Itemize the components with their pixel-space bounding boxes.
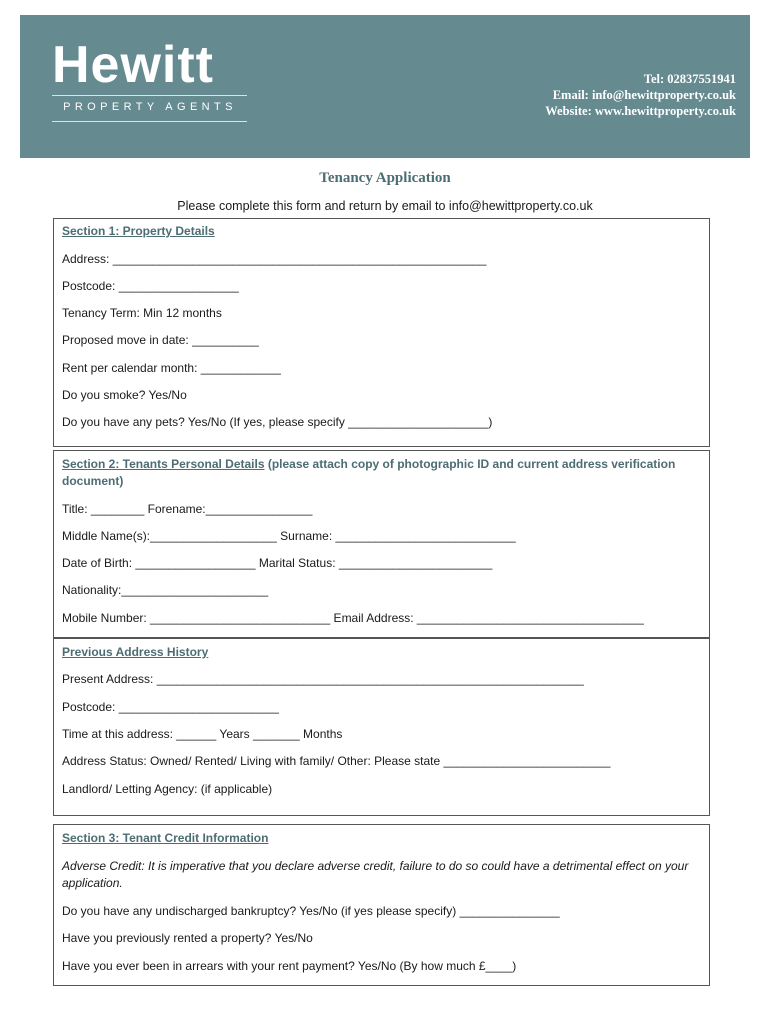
move-in-date-field[interactable]: Proposed move in date: __________	[62, 333, 259, 347]
previously-rented-question[interactable]: Have you previously rented a property? Yes/No	[62, 931, 313, 945]
contact-block	[545, 71, 736, 119]
landlord-agency-field[interactable]: Landlord/ Letting Agency: (if applicable)	[62, 782, 273, 796]
dob-marital-field[interactable]: Date of Birth: __________________ Marital Status: _______________________	[62, 556, 493, 570]
previous-postcode-field[interactable]: Postcode: ________________________	[62, 700, 279, 714]
address-field[interactable]: Address: ________________________________________________________	[62, 252, 487, 266]
section-1-title: Section 1: Property Details	[62, 224, 215, 238]
document-title: Tenancy Application	[319, 170, 451, 186]
logo-rule-top	[52, 95, 247, 96]
address-status-field[interactable]: Address Status: Owned/ Rented/ Living with family/ Other: Please state _________________________	[62, 754, 611, 768]
postcode-field[interactable]: Postcode: __________________	[62, 279, 239, 293]
intro-text: Please complete this form and return by email to info@hewittproperty.co.uk	[177, 199, 593, 213]
contact-website: Website: www.hewittproperty.co.uk	[545, 104, 736, 118]
contact-tel: Tel: 02837551941	[643, 72, 736, 86]
bankruptcy-question[interactable]: Do you have any undischarged bankruptcy? Yes/No (if yes please specify) _______________	[62, 904, 560, 918]
logo-subtitle: PROPERTY AGENTS	[63, 101, 237, 113]
rent-field[interactable]: Rent per calendar month: ____________	[62, 361, 281, 375]
time-at-address-field[interactable]: Time at this address: ______ Years _______ Months	[62, 727, 343, 741]
smoke-question[interactable]: Do you smoke? Yes/No	[62, 388, 187, 402]
tenancy-term: Tenancy Term: Min 12 months	[62, 306, 222, 320]
section-3-title: Section 3: Tenant Credit Information	[62, 831, 269, 845]
logo-rule-bottom	[52, 121, 247, 122]
section-1-box	[53, 218, 710, 447]
logo-wordmark: Hewitt	[52, 36, 214, 94]
contact-email: Email: info@hewittproperty.co.uk	[552, 88, 736, 102]
present-address-field[interactable]: Present Address: ________________________________________________________________	[62, 672, 584, 686]
middle-surname-field[interactable]: Middle Name(s):___________________ Surname: ___________________________	[62, 529, 516, 543]
nationality-field[interactable]: Nationality:______________________	[62, 583, 269, 597]
section-3-box	[53, 824, 710, 986]
arrears-question[interactable]: Have you ever been in arrears with your rent payment? Yes/No (By how much £____)	[62, 959, 517, 973]
adverse-credit-note: Adverse Credit: It is imperative that you declare adverse credit, failure to do so could have a detrimental effect on your application.	[62, 859, 689, 890]
pets-question[interactable]: Do you have any pets? Yes/No (If yes, please specify _____________________)	[62, 415, 493, 429]
title-forename-field[interactable]: Title: ________ Forename:________________	[62, 502, 313, 516]
section-2-title: Section 2: Tenants Personal Details (please attach copy of photographic ID and current address verification document)	[62, 457, 676, 488]
mobile-email-field[interactable]: Mobile Number: ___________________________ Email Address: __________________________________	[62, 611, 644, 625]
section-2-box	[53, 450, 710, 638]
previous-address-title: Previous Address History	[62, 645, 209, 659]
header-banner	[20, 15, 750, 158]
previous-address-box	[53, 638, 710, 816]
